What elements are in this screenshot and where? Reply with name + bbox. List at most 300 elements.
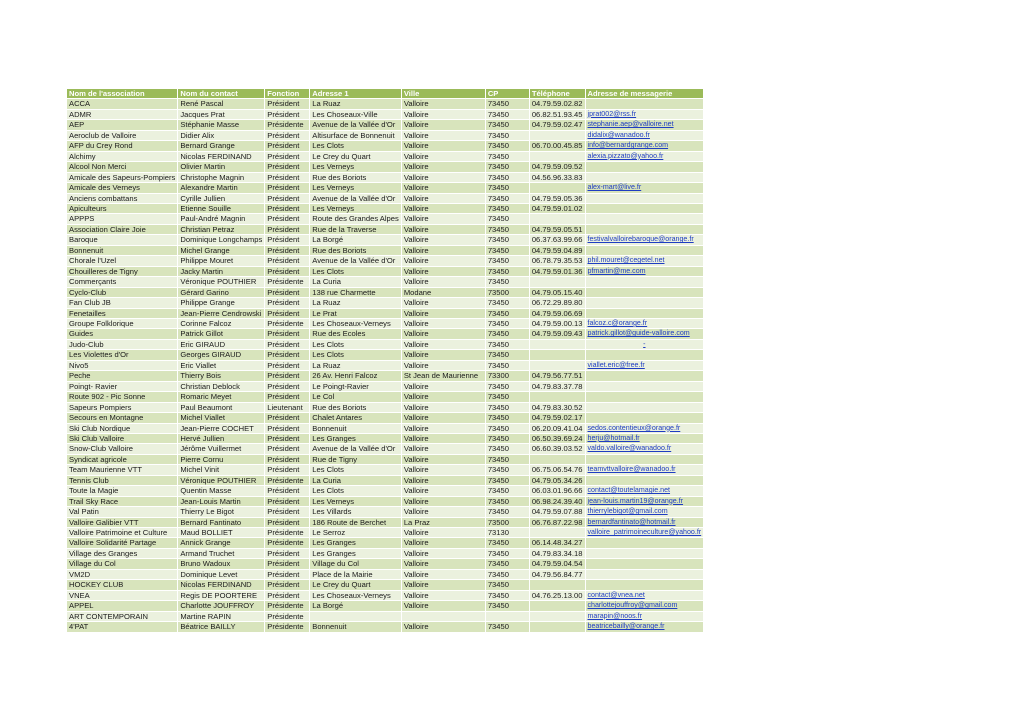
email-cell[interactable]: festivalvalloirebaroque@orange.fr bbox=[585, 235, 704, 245]
association-name-cell: Aeroclub de Valloire bbox=[67, 130, 178, 140]
phone-cell: 04.79.59.02.47 bbox=[529, 120, 585, 130]
association-name-cell: Secours en Montagne bbox=[67, 413, 178, 423]
association-name-cell: Team Maurienne VTT bbox=[67, 465, 178, 475]
table-row bbox=[67, 507, 704, 517]
email-cell[interactable]: marapin@noos.fr bbox=[585, 611, 704, 621]
function-cell: Présidente bbox=[265, 277, 310, 287]
phone-cell bbox=[529, 601, 585, 611]
association-name-cell: Ski Club Nordique bbox=[67, 423, 178, 433]
phone-cell: 04.79.59.00.13 bbox=[529, 318, 585, 328]
phone-cell: 04.79.59.06.69 bbox=[529, 308, 585, 318]
email-cell[interactable]: stephanie.aep@valloire.net bbox=[585, 120, 704, 130]
city-cell: Valloire bbox=[401, 162, 485, 172]
table-row bbox=[67, 183, 704, 193]
email-cell bbox=[585, 381, 704, 391]
contact-name-cell: Etienne Souille bbox=[178, 203, 265, 213]
phone-cell: 04.79.59.01.36 bbox=[529, 266, 585, 276]
table-row bbox=[67, 496, 704, 506]
table-row bbox=[67, 120, 704, 130]
email-cell[interactable]: sedos.contentieux@orange.fr bbox=[585, 423, 704, 433]
email-cell bbox=[585, 287, 704, 297]
table-row bbox=[67, 413, 704, 423]
address-cell: Les Choseaux-Verneys bbox=[310, 318, 402, 328]
contact-name-cell: Pierre Cornu bbox=[178, 454, 265, 464]
city-cell: Valloire bbox=[401, 590, 485, 600]
postal-code-cell: 73450 bbox=[485, 339, 529, 349]
association-name-cell: Alchimy bbox=[67, 151, 178, 161]
contact-name-cell: Bruno Wadoux bbox=[178, 559, 265, 569]
function-cell: Président bbox=[265, 329, 310, 339]
table-row bbox=[67, 444, 704, 454]
table-row bbox=[67, 454, 704, 464]
phone-cell bbox=[529, 580, 585, 590]
email-cell[interactable]: pfmartin@me.com bbox=[585, 266, 704, 276]
function-cell: Président bbox=[265, 580, 310, 590]
city-cell: Valloire bbox=[401, 496, 485, 506]
contact-name-cell: Véronique POUTHIER bbox=[178, 475, 265, 485]
table-row bbox=[67, 277, 704, 287]
postal-code-cell: 73450 bbox=[485, 360, 529, 370]
email-cell bbox=[585, 308, 704, 318]
address-cell: Avenue de la Vallée d'Or bbox=[310, 193, 402, 203]
function-cell: Président bbox=[265, 496, 310, 506]
phone-cell: 06.72.29.89.80 bbox=[529, 298, 585, 308]
association-name-cell: Tennis Club bbox=[67, 475, 178, 485]
column-header-postal-code: CP bbox=[485, 89, 529, 99]
function-cell: Président bbox=[265, 392, 310, 402]
table-row bbox=[67, 601, 704, 611]
phone-cell: 06.03.01.96.66 bbox=[529, 486, 585, 496]
table-row bbox=[67, 423, 704, 433]
address-cell: Avenue de la Vallée d'Or bbox=[310, 120, 402, 130]
contact-name-cell: Thierry Le Bigot bbox=[178, 507, 265, 517]
city-cell: Valloire bbox=[401, 99, 485, 109]
city-cell: Valloire bbox=[401, 245, 485, 255]
city-cell: Valloire bbox=[401, 130, 485, 140]
postal-code-cell: 73450 bbox=[485, 465, 529, 475]
function-cell: Présidente bbox=[265, 528, 310, 538]
phone-cell: 06.98.24.39.40 bbox=[529, 496, 585, 506]
table-row bbox=[67, 590, 704, 600]
address-cell: Les Clots bbox=[310, 266, 402, 276]
email-cell[interactable]: viallet.eric@free.fr bbox=[585, 360, 704, 370]
contact-name-cell: Maud BOLLIET bbox=[178, 528, 265, 538]
address-cell: Les Verneys bbox=[310, 162, 402, 172]
contact-name-cell: Thierry Bois bbox=[178, 371, 265, 381]
address-cell: Avenue de la Vallée d'Or bbox=[310, 256, 402, 266]
email-cell bbox=[585, 350, 704, 360]
contact-name-cell: Jean-Pierre Cendrowski bbox=[178, 308, 265, 318]
postal-code-cell: 73450 bbox=[485, 172, 529, 182]
email-cell[interactable]: contact@vnea.net bbox=[585, 590, 704, 600]
postal-code-cell: 73450 bbox=[485, 214, 529, 224]
contact-name-cell: Eric Viallet bbox=[178, 360, 265, 370]
email-cell[interactable]: contact@toutelamagie.net bbox=[585, 486, 704, 496]
contact-name-cell: Hervé Jullien bbox=[178, 433, 265, 443]
email-cell[interactable]: alexia.pizzato@yahoo.fr bbox=[585, 151, 704, 161]
address-cell: Les Choseaux-Verneys bbox=[310, 590, 402, 600]
contact-name-cell: Jean-Louis Martin bbox=[178, 496, 265, 506]
column-header-phone: Téléphone bbox=[529, 89, 585, 99]
email-cell[interactable]: valdo.valloire@wanadoo.fr bbox=[585, 444, 704, 454]
function-cell: Président bbox=[265, 371, 310, 381]
association-name-cell: Anciens combattans bbox=[67, 193, 178, 203]
city-cell: Valloire bbox=[401, 475, 485, 485]
postal-code-cell: 73450 bbox=[485, 130, 529, 140]
email-cell[interactable]: bernardfantinato@hotmail.fr bbox=[585, 517, 704, 527]
association-name-cell: Trail Sky Race bbox=[67, 496, 178, 506]
function-cell: Président bbox=[265, 559, 310, 569]
contact-name-cell: Patrick Gillot bbox=[178, 329, 265, 339]
postal-code-cell: 73130 bbox=[485, 528, 529, 538]
association-name-cell: Valloire Patrimoine et Culture bbox=[67, 528, 178, 538]
column-header-city: Ville bbox=[401, 89, 485, 99]
postal-code-cell: 73450 bbox=[485, 569, 529, 579]
phone-cell: 04.79.59.01.02 bbox=[529, 203, 585, 213]
function-cell: Président bbox=[265, 151, 310, 161]
phone-cell bbox=[529, 214, 585, 224]
address-cell: Village du Col bbox=[310, 559, 402, 569]
function-cell: Présidente bbox=[265, 120, 310, 130]
function-cell: Présidente bbox=[265, 475, 310, 485]
city-cell: Valloire bbox=[401, 235, 485, 245]
table-row bbox=[67, 172, 704, 182]
phone-cell: 04.56.96.33.83 bbox=[529, 172, 585, 182]
email-cell[interactable]: beatricebailly@orange.fr bbox=[585, 622, 704, 632]
email-cell bbox=[585, 193, 704, 203]
function-cell: Président bbox=[265, 224, 310, 234]
contact-name-cell: Dominique Levet bbox=[178, 569, 265, 579]
city-cell: Valloire bbox=[401, 266, 485, 276]
phone-cell bbox=[529, 339, 585, 349]
contact-name-cell: Paul-André Magnin bbox=[178, 214, 265, 224]
table-row bbox=[67, 308, 704, 318]
postal-code-cell: 73450 bbox=[485, 308, 529, 318]
phone-cell: 04.79.83.37.78 bbox=[529, 381, 585, 391]
contact-name-cell: Michel Vinit bbox=[178, 465, 265, 475]
postal-code-cell: 73450 bbox=[485, 622, 529, 632]
function-cell: Présidente bbox=[265, 611, 310, 621]
city-cell: St Jean de Maurienne bbox=[401, 371, 485, 381]
phone-cell: 04.79.59.05.36 bbox=[529, 193, 585, 203]
phone-cell: 06.20.09.41.04 bbox=[529, 423, 585, 433]
email-cell[interactable]: thierrylebigot@gmail.com bbox=[585, 507, 704, 517]
city-cell: Valloire bbox=[401, 339, 485, 349]
phone-cell: 04.79.59.09.52 bbox=[529, 162, 585, 172]
association-name-cell: Baroque bbox=[67, 235, 178, 245]
contact-name-cell: Alexandre Martin bbox=[178, 183, 265, 193]
city-cell: Valloire bbox=[401, 444, 485, 454]
association-name-cell: Peche bbox=[67, 371, 178, 381]
city-cell: Valloire bbox=[401, 528, 485, 538]
email-cell bbox=[585, 569, 704, 579]
email-cell[interactable]: falcoz.c@orange.fr bbox=[585, 318, 704, 328]
function-cell: Président bbox=[265, 109, 310, 119]
postal-code-cell: 73450 bbox=[485, 413, 529, 423]
phone-cell: 04.79.59.05.51 bbox=[529, 224, 585, 234]
association-name-cell: Nivo5 bbox=[67, 360, 178, 370]
phone-cell bbox=[529, 528, 585, 538]
address-cell: Avenue de la Vallée d'Or bbox=[310, 444, 402, 454]
association-name-cell: Judo-Club bbox=[67, 339, 178, 349]
contact-name-cell: Philippe Mouret bbox=[178, 256, 265, 266]
phone-cell bbox=[529, 130, 585, 140]
function-cell: Président bbox=[265, 381, 310, 391]
association-name-cell: Valloire Solidarité Partage bbox=[67, 538, 178, 548]
contact-name-cell: René Pascal bbox=[178, 99, 265, 109]
email-cell[interactable]: alex-mart@live.fr bbox=[585, 183, 704, 193]
postal-code-cell: 73450 bbox=[485, 245, 529, 255]
function-cell: Président bbox=[265, 569, 310, 579]
phone-cell bbox=[529, 183, 585, 193]
contact-name-cell: Christophe Magnin bbox=[178, 172, 265, 182]
function-cell: Président bbox=[265, 454, 310, 464]
table-row bbox=[67, 245, 704, 255]
association-name-cell: Fenetailles bbox=[67, 308, 178, 318]
table-row bbox=[67, 141, 704, 151]
association-name-cell: Commerçants bbox=[67, 277, 178, 287]
function-cell: Président bbox=[265, 287, 310, 297]
table-row bbox=[67, 381, 704, 391]
city-cell: Valloire bbox=[401, 454, 485, 464]
associations-table bbox=[66, 88, 704, 633]
function-cell: Président bbox=[265, 298, 310, 308]
function-cell: Président bbox=[265, 245, 310, 255]
postal-code-cell: 73450 bbox=[485, 162, 529, 172]
contact-name-cell: Jérôme Vuillermet bbox=[178, 444, 265, 454]
email-cell bbox=[585, 413, 704, 423]
table-row bbox=[67, 371, 704, 381]
function-cell: Président bbox=[265, 433, 310, 443]
postal-code-cell: 73450 bbox=[485, 235, 529, 245]
association-name-cell: Apiculteurs bbox=[67, 203, 178, 213]
postal-code-cell: 73450 bbox=[485, 266, 529, 276]
email-cell[interactable]: herju@hotmail.fr bbox=[585, 433, 704, 443]
city-cell: Valloire bbox=[401, 151, 485, 161]
email-cell bbox=[585, 298, 704, 308]
address-cell: Rue des Boriots bbox=[310, 245, 402, 255]
address-cell: Le Crey du Quart bbox=[310, 151, 402, 161]
city-cell: Valloire bbox=[401, 465, 485, 475]
table-row bbox=[67, 287, 704, 297]
association-name-cell: Bonnenuit bbox=[67, 245, 178, 255]
postal-code-cell: 73450 bbox=[485, 507, 529, 517]
email-cell[interactable]: teamvttvalloire@wanadoo.fr bbox=[585, 465, 704, 475]
phone-cell: 04.79.59.09.43 bbox=[529, 329, 585, 339]
address-cell: La Ruaz bbox=[310, 99, 402, 109]
city-cell: Valloire bbox=[401, 507, 485, 517]
postal-code-cell: 73450 bbox=[485, 193, 529, 203]
address-cell: Les Choseaux-Ville bbox=[310, 109, 402, 119]
email-cell[interactable]: phil.mouret@cegetel.net bbox=[585, 256, 704, 266]
table-row bbox=[67, 392, 704, 402]
contact-name-cell: Georges GIRAUD bbox=[178, 350, 265, 360]
contact-name-cell: Jacques Prat bbox=[178, 109, 265, 119]
phone-cell: 04.79.59.07.88 bbox=[529, 507, 585, 517]
contact-name-cell: Nicolas FERDINAND bbox=[178, 580, 265, 590]
postal-code-cell bbox=[485, 611, 529, 621]
postal-code-cell: 73450 bbox=[485, 318, 529, 328]
phone-cell bbox=[529, 622, 585, 632]
address-cell: Le Crey du Quart bbox=[310, 580, 402, 590]
city-cell: Valloire bbox=[401, 256, 485, 266]
function-cell: Président bbox=[265, 517, 310, 527]
email-cell[interactable]: didalix@wanadoo.fr bbox=[585, 130, 704, 140]
phone-cell: 04.79.83.34.18 bbox=[529, 548, 585, 558]
association-name-cell: 4'PAT bbox=[67, 622, 178, 632]
phone-cell: 04.79.59.04.89 bbox=[529, 245, 585, 255]
table-row bbox=[67, 266, 704, 276]
city-cell: Valloire bbox=[401, 120, 485, 130]
email-cell bbox=[585, 172, 704, 182]
table-row bbox=[67, 109, 704, 119]
table-row bbox=[67, 611, 704, 621]
address-cell: Les Verneys bbox=[310, 203, 402, 213]
contact-name-cell: Armand Truchet bbox=[178, 548, 265, 558]
address-cell: Les Clots bbox=[310, 350, 402, 360]
address-cell: Chalet Antares bbox=[310, 413, 402, 423]
contact-name-cell: Dominique Longchamps bbox=[178, 235, 265, 245]
postal-code-cell: 73450 bbox=[485, 381, 529, 391]
postal-code-cell: 73450 bbox=[485, 486, 529, 496]
table-row bbox=[67, 517, 704, 527]
contact-name-cell: Béatrice BAILLY bbox=[178, 622, 265, 632]
table-row bbox=[67, 193, 704, 203]
phone-cell: 06.60.39.03.52 bbox=[529, 444, 585, 454]
function-cell: Président bbox=[265, 413, 310, 423]
city-cell: Valloire bbox=[401, 548, 485, 558]
phone-cell: 06.14.48.34.27 bbox=[529, 538, 585, 548]
association-name-cell: ART CONTEMPORAIN bbox=[67, 611, 178, 621]
address-cell: Rue des Ecoles bbox=[310, 329, 402, 339]
column-header-email: Adresse de messagerie bbox=[585, 89, 704, 99]
email-cell[interactable]: charlottejouffroy@gmail.com bbox=[585, 601, 704, 611]
email-cell bbox=[585, 580, 704, 590]
contact-name-cell: Annick Grange bbox=[178, 538, 265, 548]
contact-name-cell: Cyrille Jullien bbox=[178, 193, 265, 203]
city-cell: Valloire bbox=[401, 569, 485, 579]
postal-code-cell: 73450 bbox=[485, 548, 529, 558]
address-cell: Les Granges bbox=[310, 548, 402, 558]
function-cell: Président bbox=[265, 548, 310, 558]
column-header-function: Fonction bbox=[265, 89, 310, 99]
address-cell: Place de la Mairie bbox=[310, 569, 402, 579]
city-cell: Valloire bbox=[401, 203, 485, 213]
table-row bbox=[67, 569, 704, 579]
email-cell bbox=[585, 245, 704, 255]
association-name-cell: APPEL bbox=[67, 601, 178, 611]
phone-cell: 04.79.83.30.52 bbox=[529, 402, 585, 412]
postal-code-cell: 73450 bbox=[485, 141, 529, 151]
city-cell: Valloire bbox=[401, 580, 485, 590]
email-cell bbox=[585, 454, 704, 464]
postal-code-cell: 73450 bbox=[485, 475, 529, 485]
phone-cell: 06.82.51.93.45 bbox=[529, 109, 585, 119]
function-cell: Président bbox=[265, 172, 310, 182]
postal-code-cell: 73500 bbox=[485, 287, 529, 297]
email-cell[interactable]: jean-louis.martin19@orange.fr bbox=[585, 496, 704, 506]
address-cell: La Curia bbox=[310, 475, 402, 485]
table-row bbox=[67, 224, 704, 234]
email-cell bbox=[585, 559, 704, 569]
email-cell[interactable]: jprat002@rss.fr bbox=[585, 109, 704, 119]
postal-code-cell: 73450 bbox=[485, 277, 529, 287]
postal-code-cell: 73450 bbox=[485, 99, 529, 109]
function-cell: Président bbox=[265, 141, 310, 151]
association-name-cell: Guides bbox=[67, 329, 178, 339]
address-cell: La Borgé bbox=[310, 601, 402, 611]
city-cell: Valloire bbox=[401, 433, 485, 443]
city-cell: Valloire bbox=[401, 622, 485, 632]
email-cell[interactable]: info@bernardgrange.com bbox=[585, 141, 704, 151]
table-row bbox=[67, 329, 704, 339]
city-cell: Valloire bbox=[401, 224, 485, 234]
address-cell bbox=[310, 611, 402, 621]
contact-name-cell: Charlotte JOUFFROY bbox=[178, 601, 265, 611]
postal-code-cell: 73450 bbox=[485, 203, 529, 213]
postal-code-cell: 73450 bbox=[485, 402, 529, 412]
phone-cell bbox=[529, 350, 585, 360]
table-row bbox=[67, 130, 704, 140]
address-cell: Les Clots bbox=[310, 465, 402, 475]
contact-name-cell: Quentin Masse bbox=[178, 486, 265, 496]
phone-cell: 06.78.79.35.53 bbox=[529, 256, 585, 266]
function-cell: Président bbox=[265, 350, 310, 360]
contact-name-cell: Olivier Martin bbox=[178, 162, 265, 172]
city-cell: Valloire bbox=[401, 601, 485, 611]
address-cell: Rue des Boriots bbox=[310, 402, 402, 412]
function-cell: Président bbox=[265, 360, 310, 370]
address-cell: Les Clots bbox=[310, 486, 402, 496]
association-name-cell: Val Patin bbox=[67, 507, 178, 517]
association-name-cell: VNEA bbox=[67, 590, 178, 600]
contact-name-cell: Gérard Garino bbox=[178, 287, 265, 297]
email-cell[interactable]: valloire_patrimoineculture@yahoo.fr bbox=[585, 528, 704, 538]
phone-cell: 04.79.56.84.77 bbox=[529, 569, 585, 579]
contact-name-cell: Stéphanie Masse bbox=[178, 120, 265, 130]
association-name-cell: Poingt- Ravier bbox=[67, 381, 178, 391]
address-cell: Le Prat bbox=[310, 308, 402, 318]
city-cell: La Praz bbox=[401, 517, 485, 527]
table-row bbox=[67, 622, 704, 632]
email-cell bbox=[585, 224, 704, 234]
contact-name-cell: Véronique POUTHIER bbox=[178, 277, 265, 287]
postal-code-cell: 73450 bbox=[485, 538, 529, 548]
contact-name-cell: Christian Petraz bbox=[178, 224, 265, 234]
table-row bbox=[67, 538, 704, 548]
phone-cell: 06.37.63.99.66 bbox=[529, 235, 585, 245]
address-cell: 26 Av. Henri Falcoz bbox=[310, 371, 402, 381]
association-name-cell: Amicale des Sapeurs-Pompiers bbox=[67, 172, 178, 182]
association-name-cell: ADMR bbox=[67, 109, 178, 119]
address-cell: Les Villards bbox=[310, 507, 402, 517]
postal-code-cell: 73450 bbox=[485, 183, 529, 193]
function-cell: Président bbox=[265, 339, 310, 349]
address-cell: Le Poingt-Ravier bbox=[310, 381, 402, 391]
function-cell: Président bbox=[265, 266, 310, 276]
phone-cell bbox=[529, 151, 585, 161]
contact-name-cell: Didier Alix bbox=[178, 130, 265, 140]
email-cell bbox=[585, 548, 704, 558]
city-cell: Valloire bbox=[401, 559, 485, 569]
column-header-contact-name: Nom du contact bbox=[178, 89, 265, 99]
email-cell bbox=[585, 402, 704, 412]
city-cell: Valloire bbox=[401, 538, 485, 548]
city-cell: Valloire bbox=[401, 402, 485, 412]
email-cell[interactable]: patrick.gillot@guide-valloire.com bbox=[585, 329, 704, 339]
function-cell: Président bbox=[265, 590, 310, 600]
function-cell: Président bbox=[265, 99, 310, 109]
